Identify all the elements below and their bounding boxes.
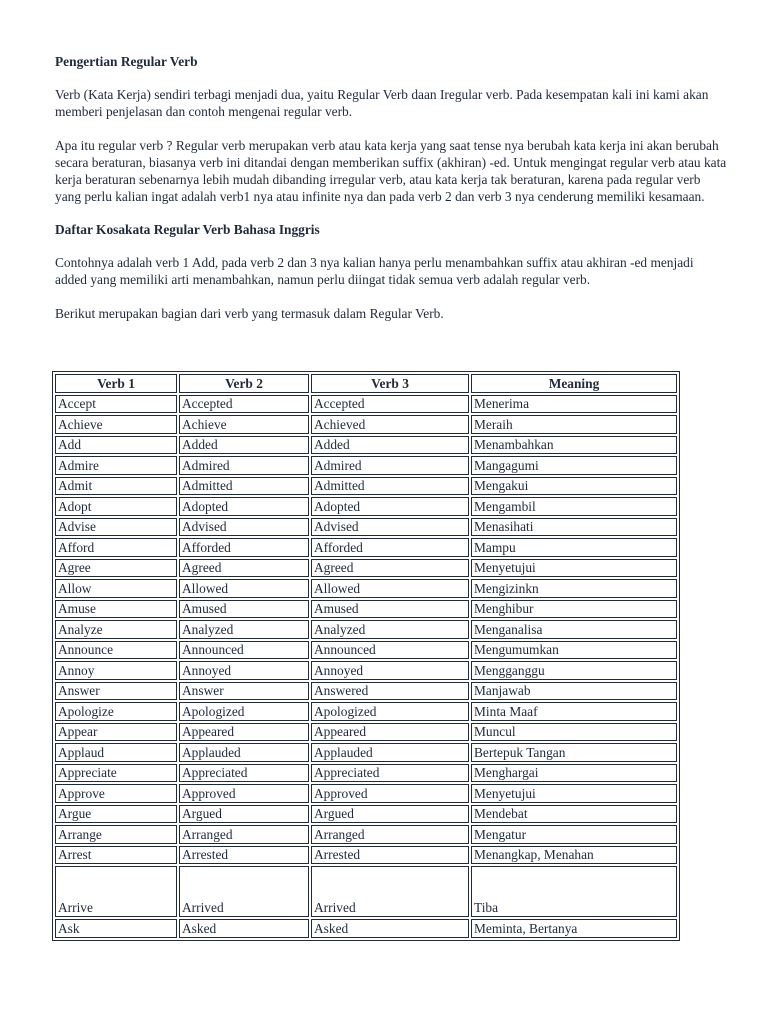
cell-verb-2: Analyzed <box>179 620 309 639</box>
section-title-pengertian: Pengertian Regular Verb <box>55 54 198 69</box>
cell-verb-3: Appeared <box>311 723 469 742</box>
cell-verb-3: Arrested <box>311 846 469 865</box>
cell-verb-3: Added <box>311 436 469 455</box>
cell-verb-3: Admired <box>311 456 469 475</box>
cell-verb-2: Annoyed <box>179 661 309 680</box>
table-row <box>55 825 677 844</box>
table-row <box>55 866 677 917</box>
cell-verb-2: Advised <box>179 518 309 537</box>
cell-verb-3: Arranged <box>311 825 469 844</box>
cell-verb-2: Allowed <box>179 579 309 598</box>
cell-verb-3: Admitted <box>311 477 469 496</box>
cell-verb-1: Advise <box>55 518 177 537</box>
table-row <box>55 497 677 516</box>
cell-verb-1: Agree <box>55 559 177 578</box>
cell-meaning: Mendebat <box>471 805 677 824</box>
table-row <box>55 620 677 639</box>
table-row <box>55 846 677 865</box>
table-row <box>55 641 677 660</box>
cell-verb-2: Arrested <box>179 846 309 865</box>
cell-verb-1: Appreciate <box>55 764 177 783</box>
cell-verb-1: Arrest <box>55 846 177 865</box>
cell-verb-2: Apologized <box>179 702 309 721</box>
table-row <box>55 919 677 938</box>
cell-meaning: Bertepuk Tangan <box>471 743 677 762</box>
header-verb-2: Verb 2 <box>179 374 309 393</box>
table-row <box>55 559 677 578</box>
cell-meaning: Menyetujui <box>471 559 677 578</box>
cell-meaning: Menyetujui <box>471 784 677 803</box>
cell-verb-1: Ask <box>55 919 177 938</box>
cell-verb-3: Applauded <box>311 743 469 762</box>
cell-verb-1: Accept <box>55 395 177 414</box>
table-row <box>55 784 677 803</box>
cell-verb-2: Appreciated <box>179 764 309 783</box>
cell-verb-2: Arranged <box>179 825 309 844</box>
cell-verb-2: Appeared <box>179 723 309 742</box>
table-row <box>55 395 677 414</box>
cell-meaning: Manjawab <box>471 682 677 701</box>
cell-meaning: Mengatur <box>471 825 677 844</box>
table-row <box>55 477 677 496</box>
table-row <box>55 600 677 619</box>
cell-verb-3: Announced <box>311 641 469 660</box>
cell-verb-1: Applaud <box>55 743 177 762</box>
cell-meaning: Menghibur <box>471 600 677 619</box>
cell-verb-3: Achieved <box>311 415 469 434</box>
cell-verb-1: Add <box>55 436 177 455</box>
cell-verb-1: Allow <box>55 579 177 598</box>
paragraph-definition: Apa itu regular verb ? Regular verb merupakan verb atau kata kerja yang saat tense nya berubah kata kerja ini akan berubah secara beraturan, biasanya verb ini ditandai dengan memberikan suffix (akhiran) -ed. Untuk mengingat regular verb atau kata kerja beraturan sebenarnya lebih mudah dibanding irregular verb, atau kata kerja tak beraturan, karena pada regular verb yang perlu kalian ingat adalah verb1 nya atau infinite nya dan pada verb 2 dan verb 3 nya cenderung memiliki kesamaan. <box>55 138 727 204</box>
cell-verb-2: Applauded <box>179 743 309 762</box>
cell-meaning: Mengganggu <box>471 661 677 680</box>
cell-verb-1: Annoy <box>55 661 177 680</box>
table-row <box>55 456 677 475</box>
cell-verb-2: Arrived <box>179 866 309 917</box>
cell-verb-1: Appear <box>55 723 177 742</box>
cell-verb-1: Amuse <box>55 600 177 619</box>
cell-meaning: Meraih <box>471 415 677 434</box>
cell-verb-2: Announced <box>179 641 309 660</box>
cell-verb-1: Arrive <box>55 866 177 917</box>
cell-verb-3: Appreciated <box>311 764 469 783</box>
cell-meaning: Menangkap, Menahan <box>471 846 677 865</box>
cell-verb-3: Asked <box>311 919 469 938</box>
cell-meaning: Tiba <box>471 866 677 917</box>
table-row <box>55 682 677 701</box>
cell-verb-2: Accepted <box>179 395 309 414</box>
cell-meaning: Mangagumi <box>471 456 677 475</box>
cell-verb-2: Afforded <box>179 538 309 557</box>
table-row <box>55 702 677 721</box>
cell-verb-2: Admired <box>179 456 309 475</box>
cell-verb-3: Analyzed <box>311 620 469 639</box>
table-row <box>55 579 677 598</box>
cell-verb-1: Apologize <box>55 702 177 721</box>
cell-verb-3: Arrived <box>311 866 469 917</box>
header-verb-3: Verb 3 <box>311 374 469 393</box>
cell-verb-1: Analyze <box>55 620 177 639</box>
document-body <box>55 53 727 322</box>
table-row <box>55 661 677 680</box>
cell-verb-2: Answer <box>179 682 309 701</box>
table-row <box>55 538 677 557</box>
table-row <box>55 764 677 783</box>
cell-verb-2: Agreed <box>179 559 309 578</box>
cell-verb-3: Adopted <box>311 497 469 516</box>
cell-meaning: Mengakui <box>471 477 677 496</box>
regular-verb-table <box>52 371 680 941</box>
cell-verb-3: Annoyed <box>311 661 469 680</box>
table-row <box>55 415 677 434</box>
cell-verb-1: Admit <box>55 477 177 496</box>
cell-verb-3: Afforded <box>311 538 469 557</box>
cell-meaning: Meminta, Bertanya <box>471 919 677 938</box>
section-title-daftar: Daftar Kosakata Regular Verb Bahasa Inggris <box>55 222 320 237</box>
table-row <box>55 436 677 455</box>
cell-verb-2: Argued <box>179 805 309 824</box>
cell-verb-3: Allowed <box>311 579 469 598</box>
cell-meaning: Muncul <box>471 723 677 742</box>
cell-verb-2: Achieve <box>179 415 309 434</box>
cell-verb-1: Answer <box>55 682 177 701</box>
paragraph-table-intro: Berikut merupakan bagian dari verb yang termasuk dalam Regular Verb. <box>55 306 444 321</box>
cell-verb-3: Advised <box>311 518 469 537</box>
table-row <box>55 743 677 762</box>
cell-verb-1: Approve <box>55 784 177 803</box>
cell-verb-1: Announce <box>55 641 177 660</box>
cell-meaning: Mengizinkn <box>471 579 677 598</box>
cell-verb-3: Amused <box>311 600 469 619</box>
cell-meaning: Mampu <box>471 538 677 557</box>
cell-verb-3: Accepted <box>311 395 469 414</box>
cell-verb-3: Approved <box>311 784 469 803</box>
table-row <box>55 723 677 742</box>
cell-meaning: Menambahkan <box>471 436 677 455</box>
cell-verb-2: Adopted <box>179 497 309 516</box>
cell-verb-1: Adopt <box>55 497 177 516</box>
cell-verb-2: Asked <box>179 919 309 938</box>
table-header-row <box>55 374 677 393</box>
cell-verb-1: Achieve <box>55 415 177 434</box>
cell-meaning: Menganalisa <box>471 620 677 639</box>
cell-verb-1: Argue <box>55 805 177 824</box>
header-verb-1: Verb 1 <box>55 374 177 393</box>
cell-verb-3: Argued <box>311 805 469 824</box>
cell-verb-2: Added <box>179 436 309 455</box>
table-row <box>55 518 677 537</box>
table-row <box>55 805 677 824</box>
cell-meaning: Menghargai <box>471 764 677 783</box>
cell-verb-1: Admire <box>55 456 177 475</box>
cell-meaning: Menerima <box>471 395 677 414</box>
cell-meaning: Mengambil <box>471 497 677 516</box>
paragraph-example: Contohnya adalah verb 1 Add, pada verb 2 dan 3 nya kalian hanya perlu menambahkan suffix atau akhiran -ed menjadi added yang memiliki arti menambahkan, namun perlu diingat tidak semua verb adalah regular verb. <box>55 255 694 287</box>
cell-meaning: Minta Maaf <box>471 702 677 721</box>
header-meaning: Meaning <box>471 374 677 393</box>
cell-verb-2: Amused <box>179 600 309 619</box>
cell-verb-3: Answered <box>311 682 469 701</box>
cell-verb-2: Admitted <box>179 477 309 496</box>
cell-verb-2: Approved <box>179 784 309 803</box>
paragraph-intro: Verb (Kata Kerja) sendiri terbagi menjadi dua, yaitu Regular Verb daan Iregular verb. Pada kesempatan kali ini kami akan memberi penjelasan dan contoh mengenai regular verb. <box>55 87 709 119</box>
cell-verb-3: Apologized <box>311 702 469 721</box>
cell-verb-1: Arrange <box>55 825 177 844</box>
cell-meaning: Menasihati <box>471 518 677 537</box>
cell-verb-1: Afford <box>55 538 177 557</box>
cell-meaning: Mengumumkan <box>471 641 677 660</box>
cell-verb-3: Agreed <box>311 559 469 578</box>
